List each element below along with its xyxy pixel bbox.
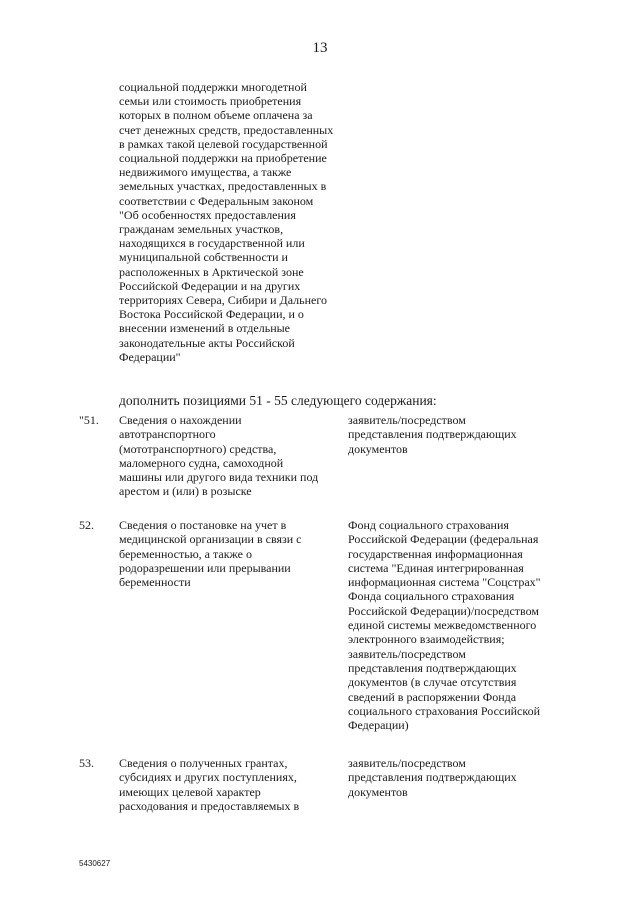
entry-source: Фонд социального страхования Российской Федерации (федеральная государственная информационная система "Единая интегрированная информационная система "Соцстрах" Фонда социального страхования Российской Федерации)/посредством единой системы межведомственного электронного взаимодействия; заявитель/посредством представления подтверждающих документов (в случае отсутствия сведений в распоряжении Фонда социального страхования Российской Федерации) <box>348 518 541 733</box>
entry-source: заявитель/посредством представления подтверждающих документов <box>348 756 517 799</box>
entry-description: Сведения о постановке на учет в медицинской организации в связи с беременностью, а также о родоразрешении или прерывании беременности <box>119 518 302 590</box>
entry-number: "51. <box>79 413 99 427</box>
entry-number: 53. <box>79 756 94 770</box>
footer-document-code: 5430627 <box>79 859 111 868</box>
page-number: 13 <box>312 40 328 56</box>
entry-description: Сведения о полученных грантах, субсидиях и других поступлениях, имеющих целевой характер расходования и предоставляемых в <box>119 756 300 813</box>
entry-number: 52. <box>79 518 94 532</box>
continuation-block <box>119 80 349 364</box>
supplement-heading: дополнить позициями 51 - 55 следующего содержания: <box>119 393 437 408</box>
continuation-text: социальной поддержки многодетной семьи или стоимость приобретения которых в полном объеме оплачена за счет денежных средств, предоставленных в рамках такой целевой государственной социальной поддержки на приобретение недвижимого имущества, а также земельных участках, предоставленных в соответствии с Федеральным законом "Об особенностях предоставления гражданам земельных участков, находящихся в государственной или муниципальной собственности и расположенных в Арктической зоне Российской Федерации и на других территориях Севера, Сибири и Дальнего Востока Российской Федерации, и о внесении изменений в отдельные законодательные акты Российской Федерации" <box>119 80 334 364</box>
entry-description: Сведения о нахождении автотранспортного (мототранспортного) средства, маломерного судна, самоходной машины или другого вида техники под арестом и (или) в розыске <box>119 413 319 499</box>
entry-source: заявитель/посредством представления подтверждающих документов <box>348 413 517 456</box>
